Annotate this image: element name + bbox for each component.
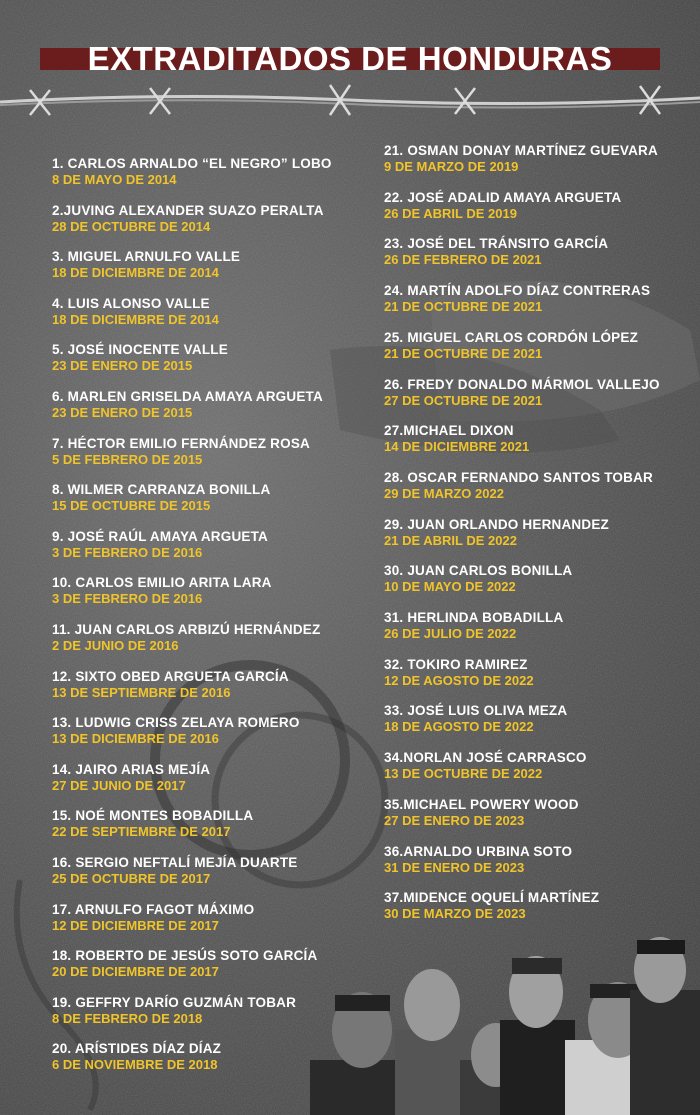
portrait-4	[500, 956, 575, 1115]
extraditee-name: 33. JOSÉ LUIS OLIVA MEZA	[384, 703, 568, 719]
extraditee-name: 18. ROBERTO DE JESÚS SOTO GARCÍA	[52, 948, 318, 964]
extraditee-name: 5. JOSÉ INOCENTE VALLE	[52, 342, 228, 358]
extraditee-name: 6. MARLEN GRISELDA AMAYA ARGUETA	[52, 389, 323, 404]
extraditee-name: 17. ARNULFO FAGOT MÁXIMO	[52, 901, 255, 917]
extraditee-name: 12. SIXTO OBED ARGUETA GARCÍA	[52, 668, 289, 684]
extraditee-name: 24. MARTÍN ADOLFO DÍAZ CONTRERAS	[384, 283, 651, 299]
extraditee-name: 25. MIGUEL CARLOS CORDÓN LÓPEZ	[384, 329, 639, 345]
extraditee-name: 36.ARNALDO URBINA SOTO	[384, 843, 573, 859]
portrait-6	[630, 937, 700, 1115]
extraditee-name: 2.JUVING ALEXANDER SUAZO PERALTA	[52, 202, 324, 218]
list-item	[52, 249, 240, 281]
extradition-date: 29 DE MARZO 2022	[384, 485, 504, 501]
extradition-date: 21 DE ABRIL DE 2022	[384, 532, 517, 548]
extradition-date: 20 DE DICIEMBRE DE 2017	[52, 964, 219, 980]
list-item	[384, 844, 572, 876]
extradition-date: 26 DE ABRIL DE 2019	[384, 205, 517, 221]
extradition-date: 15 DE OCTUBRE DE 2015	[52, 498, 211, 514]
extradition-date: 8 DE MAYO DE 2014	[52, 172, 177, 187]
extradition-date: 22 DE SEPTIEMBRE DE 2017	[52, 824, 231, 840]
list-item	[52, 436, 310, 468]
extraditee-name: 37.MIDENCE OQUELÍ MARTÍNEZ	[384, 890, 600, 906]
extraditee-name: 21. OSMAN DONAY MARTÍNEZ GUEVARA	[384, 143, 658, 158]
list-item	[52, 808, 253, 840]
extradition-date: 31 DE ENERO DE 2023	[384, 859, 525, 875]
extradition-date: 18 DE DICIEMBRE DE 2014	[52, 265, 219, 281]
extradition-date: 3 DE FEBRERO DE 2016	[52, 591, 203, 607]
extraditee-name: 10. CARLOS EMILIO ARITA LARA	[52, 575, 272, 591]
extraditee-name: 20. ARÍSTIDES DÍAZ DÍAZ	[52, 1041, 222, 1057]
list-item	[384, 750, 587, 782]
extradition-date: 26 DE JULIO DE 2022	[384, 626, 517, 641]
extraditee-name: 8. WILMER CARRANZA BONILLA	[52, 482, 271, 498]
extradition-date: 21 DE OCTUBRE DE 2021	[384, 345, 543, 361]
extraditee-name: 32. TOKIRO RAMIREZ	[384, 656, 528, 672]
list-item	[52, 296, 219, 328]
extradition-date: 13 DE SEPTIEMBRE DE 2016	[52, 684, 231, 700]
list-item	[384, 610, 563, 642]
extraditee-name: 34.NORLAN JOSÉ CARRASCO	[384, 750, 587, 766]
extradition-date: 21 DE OCTUBRE DE 2021	[384, 299, 543, 315]
extradition-date: 23 DE ENERO DE 2015	[52, 358, 193, 374]
extraditee-name: 3. MIGUEL ARNULFO VALLE	[52, 249, 241, 265]
extraditee-name: 11. JUAN CARLOS ARBIZÚ HERNÁNDEZ	[52, 622, 321, 637]
list-item	[384, 143, 658, 175]
extradition-date: 14 DE DICIEMBRE 2021	[384, 439, 530, 455]
extraditee-name: 22. JOSÉ ADALID AMAYA ARGUETA	[384, 189, 622, 205]
extradition-date: 3 DE FEBRERO DE 2016	[52, 544, 203, 560]
extradition-date: 9 DE MARZO DE 2019	[384, 159, 519, 174]
extraditee-name: 35.MICHAEL POWERY WOOD	[384, 796, 579, 812]
list-item	[52, 1041, 221, 1073]
list-item	[384, 377, 660, 409]
list-item	[384, 703, 567, 735]
list-item	[384, 797, 579, 829]
extradition-date: 23 DE ENERO DE 2015	[52, 405, 193, 420]
extraditee-name: 31. HERLINDA BOBADILLA	[384, 610, 564, 625]
extraditee-name: 4. LUIS ALONSO VALLE	[52, 295, 210, 311]
list-item	[52, 389, 323, 421]
extradition-date: 2 DE JUNIO DE 2016	[52, 638, 179, 653]
extradition-date: 27 DE ENERO DE 2023	[384, 812, 525, 828]
extraditee-name: 28. OSCAR FERNANDO SANTOS TOBAR	[384, 469, 653, 485]
list-item	[52, 669, 289, 701]
list-item	[52, 529, 268, 561]
extraditee-name: 27.MICHAEL DIXON	[384, 423, 514, 439]
list-item	[52, 575, 272, 607]
list-item	[52, 342, 228, 374]
portraits-image	[300, 930, 700, 1115]
list-item	[384, 423, 529, 455]
barbed-wire-icon	[0, 70, 700, 130]
list-item	[52, 203, 324, 235]
extraditee-name: 23. JOSÉ DEL TRÁNSITO GARCÍA	[384, 236, 609, 252]
extradition-date: 27 DE OCTUBRE DE 2021	[384, 392, 543, 408]
extradition-date: 5 DE FEBRERO DE 2015	[52, 451, 203, 467]
extraditee-name: 9. JOSÉ RAÚL AMAYA ARGUETA	[52, 528, 268, 544]
list-item	[52, 948, 317, 980]
extraditee-name: 19. GEFFRY DARÍO GUZMÁN TOBAR	[52, 994, 297, 1010]
list-item	[52, 715, 300, 747]
extradition-date: 27 DE JUNIO DE 2017	[52, 777, 186, 793]
extradition-date: 12 DE DICIEMBRE DE 2017	[52, 917, 219, 933]
extradition-date: 18 DE DICIEMBRE DE 2014	[52, 311, 219, 327]
extradition-date: 26 DE FEBRERO DE 2021	[384, 252, 542, 268]
list-item	[52, 622, 320, 654]
extradition-date: 12 DE AGOSTO DE 2022	[384, 672, 534, 688]
extraditee-name: 7. HÉCTOR EMILIO FERNÁNDEZ ROSA	[52, 435, 310, 451]
list-item	[384, 657, 534, 689]
extradition-date: 28 DE OCTUBRE DE 2014	[52, 218, 211, 234]
list-item	[384, 563, 572, 595]
list-item	[52, 762, 210, 794]
page-title: EXTRADITADOS DE HONDURAS	[87, 40, 613, 77]
list-item	[52, 855, 297, 887]
extraditee-name: 26. FREDY DONALDO MÁRMOL VALLEJO	[384, 376, 660, 392]
list-item	[384, 283, 650, 315]
extradition-date: 6 DE NOVIEMBRE DE 2018	[52, 1057, 218, 1073]
portrait-1	[310, 992, 400, 1115]
extraditee-name: 16. SERGIO NEFTALÍ MEJÍA DUARTE	[52, 855, 298, 870]
list-item	[384, 517, 609, 549]
extradition-date: 13 DE OCTUBRE DE 2022	[384, 766, 543, 782]
extraditee-name: 13. LUDWIG CRISS ZELAYA ROMERO	[52, 715, 300, 731]
list-item	[52, 156, 332, 188]
list-item	[384, 330, 638, 362]
extraditee-name: 1. CARLOS ARNALDO “EL NEGRO” LOBO	[52, 156, 332, 171]
extradition-date: 10 DE MAYO DE 2022	[384, 579, 516, 595]
list-item	[384, 236, 608, 268]
extraditee-name: 29. JUAN ORLANDO HERNANDEZ	[384, 516, 609, 532]
extraditee-name: 15. NOÉ MONTES BOBADILLA	[52, 808, 254, 824]
list-item	[384, 470, 653, 502]
list-item	[52, 995, 296, 1027]
extradition-date: 30 DE MARZO DE 2023	[384, 906, 526, 922]
extradition-date: 18 DE AGOSTO DE 2022	[384, 719, 534, 735]
extradition-date: 8 DE FEBRERO DE 2018	[52, 1010, 203, 1026]
extradition-date: 13 DE DICIEMBRE DE 2016	[52, 731, 219, 747]
list-item	[384, 890, 599, 922]
list-item	[384, 190, 621, 222]
list-item	[52, 902, 254, 934]
extraditee-name: 14. JAIRO ARIAS MEJÍA	[52, 761, 211, 777]
extradition-date: 25 DE OCTUBRE DE 2017	[52, 871, 211, 886]
list-item	[52, 482, 270, 514]
extraditee-name: 30. JUAN CARLOS BONILLA	[384, 563, 573, 579]
